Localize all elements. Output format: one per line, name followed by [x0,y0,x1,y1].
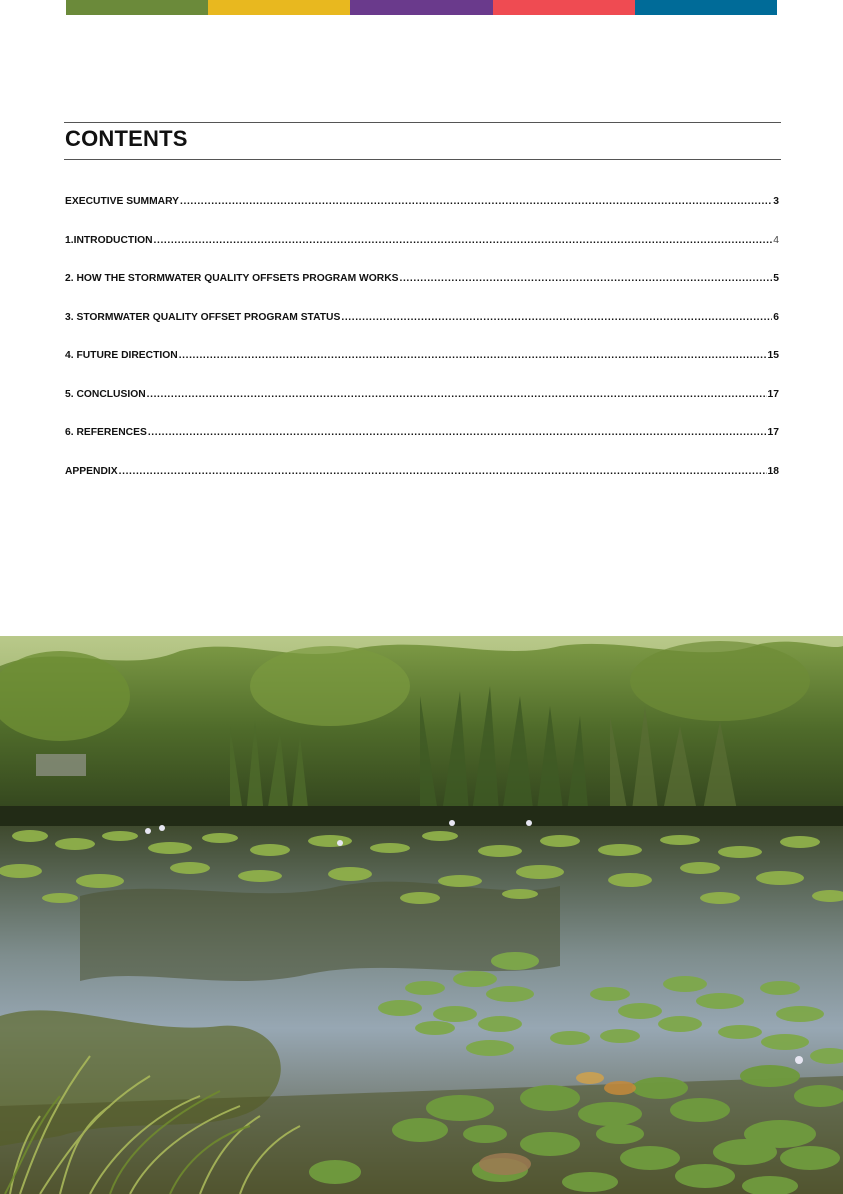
toc-entry-page: 5 [773,273,779,284]
color-bar-segment-purple [350,0,492,15]
toc-entry-label: 4. FUTURE DIRECTION [65,350,178,361]
toc-entry-introduction[interactable] [65,235,779,274]
title-top-rule [64,122,781,123]
toc-entry-page: 4 [773,234,779,246]
toc-entry-page: 17 [767,388,779,400]
color-bar-segment-green [66,0,208,15]
toc-dot-leader [400,273,773,284]
toc-dot-leader [147,389,767,400]
toc-entry-label: EXECUTIVE SUMMARY [65,196,180,207]
page-title: CONTENTS [65,126,188,151]
toc-dot-leader [341,312,772,323]
toc-entry-label: 2. HOW THE STORMWATER QUALITY OFFSETS PROGRAM WORKS [65,273,399,284]
toc-entry-appendix[interactable] [65,466,779,505]
toc-entry-page: 3 [773,196,779,207]
header-color-bar [66,0,777,15]
toc-entry-page: 6 [773,311,779,323]
toc-entry-how-program-works[interactable] [65,273,779,312]
color-bar-segment-yellow [208,0,350,15]
toc-entry-references[interactable] [65,427,779,466]
toc-entry-label: 6. REFERENCES [65,427,147,438]
toc-dot-leader [179,350,767,361]
color-bar-segment-blue [635,0,777,15]
toc-dot-leader [119,466,767,477]
toc-entry-label: APPENDIX [65,465,118,477]
toc-entry-label: 3. STORMWATER QUALITY OFFSET PROGRAM STATUS [65,311,341,323]
toc-entry-program-status[interactable] [65,312,779,351]
toc-entry-conclusion[interactable] [65,389,779,428]
toc-dot-leader [154,235,773,246]
toc-entry-page: 18 [767,465,779,477]
table-of-contents [65,196,779,504]
toc-entry-page: 15 [767,350,779,361]
title-bottom-rule [64,159,781,160]
toc-entry-page: 17 [767,427,779,438]
toc-dot-leader [148,427,767,438]
toc-entry-executive-summary[interactable] [65,196,779,235]
toc-entry-label: 5. CONCLUSION [65,388,146,400]
wetland-pond-photo [0,636,843,1194]
toc-entry-label: 1.INTRODUCTION [65,234,153,246]
toc-dot-leader [180,196,772,207]
color-bar-segment-red [493,0,635,15]
toc-entry-future-direction[interactable] [65,350,779,389]
